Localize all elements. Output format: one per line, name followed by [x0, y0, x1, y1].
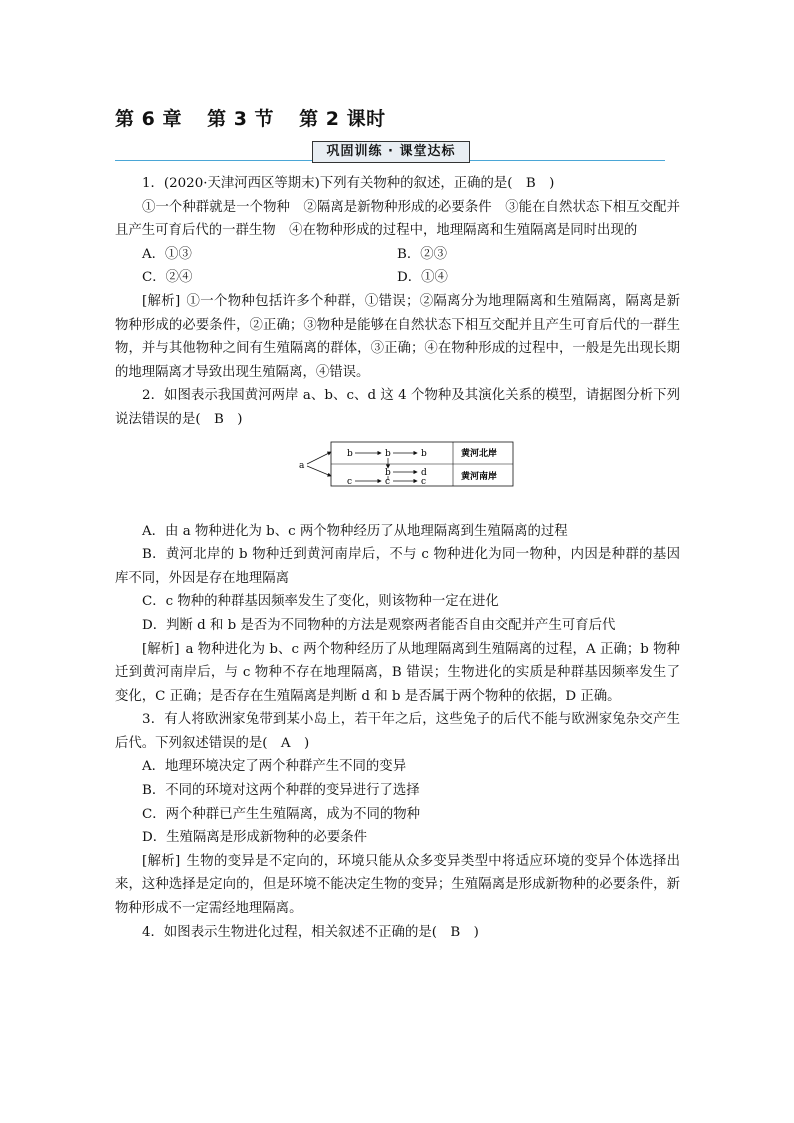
- q2-analysis: [115, 638, 680, 709]
- north-bank-label: 黄河北岸: [461, 448, 498, 459]
- chapter-label: 第 6 章: [115, 108, 182, 130]
- q3-option-b: B．不同的环境对这两个种群的变异进行了选择: [142, 783, 420, 799]
- south-node-3: c: [421, 476, 427, 487]
- q3-option-c: C．两个种群已产生生殖隔离，成为不同的物种: [142, 806, 421, 822]
- node-a: a: [299, 460, 305, 471]
- q3-analysis-tag: [解析]: [142, 853, 181, 869]
- south-node-d: d: [421, 467, 427, 478]
- q1-statement: ①一个种群就是一个物种 ②隔离是新物种形成的必要条件 ③能在自然状态下相互交配并且产生可育后代的一群生物 ④在物种形成的过程中，地理隔离和生殖隔离是同时出现的: [115, 199, 680, 239]
- q3-analysis: [115, 850, 680, 921]
- section-banner: 巩固训练 · 课堂达标: [312, 141, 470, 163]
- q2-option-d: D．判断 d 和 b 是否为不同物种的方法是观察两者能否自由交配并产生可育后代: [142, 617, 616, 633]
- q1-analysis-text: ①一个物种包括许多个种群，①错误；②隔离分为地理隔离和生殖隔离，隔离是新物种形成的必要条件，②正确；③物种是能够在自然状态下相互交配并且产生可育后代的一群生物，并与其他物种之间有生殖隔离的群体，③正确；④在物种形成的过程中，一般是先出现长期的地理隔离才导致出现生殖隔离，④错误。: [115, 293, 681, 380]
- q3-analysis-text: 生物的变异是不定向的，环境只能从众多变异类型中将适应环境的变异个体选择出来，这种选择是定向的，但是环境不能决定生物的变异；生殖隔离是形成新物种的必要条件，新物种形成不一定需经地理隔离。: [115, 853, 681, 917]
- q2-analysis-tag: [解析]: [142, 641, 180, 657]
- q1-option-b: B．②③: [397, 246, 448, 262]
- q2-figure: [115, 438, 680, 516]
- q1-options-row1: [115, 243, 680, 267]
- q1-analysis: [115, 290, 680, 384]
- q3-stem: 3．有人将欧洲家兔带到某小岛上，若干年之后，这些兔子的后代不能与欧洲家兔杂交产生后代。下列叙述错误的是( A ): [115, 712, 680, 751]
- south-node-2: c: [385, 476, 391, 487]
- content: [115, 172, 680, 944]
- speciation-diagram: [295, 438, 515, 512]
- q2-option-c: C．c 物种的种群基因频率发生了变化，则该物种一定在进化: [142, 594, 499, 610]
- q1-option-d: D．①④: [397, 270, 448, 286]
- q1-analysis-tag: [解析]: [142, 293, 181, 309]
- q3-option-a: A．地理环境决定了两个种群产生不同的变异: [142, 759, 407, 775]
- q3-option-d: D．生殖隔离是形成新物种的必要条件: [142, 830, 367, 846]
- q2-option-b: B．黄河北岸的 b 物种迁到黄河南岸后，不与 c 物种进化为同一物种，内因是种群的基因库不同，外因是存在地理隔离: [115, 547, 680, 586]
- q1-option-c: C．②④: [142, 270, 193, 286]
- north-node-1: b: [347, 448, 353, 459]
- north-node-2: b: [385, 448, 391, 459]
- q1-stem: 1．(2020·天津河西区等期末)下列有关物种的叙述，正确的是( B ): [142, 176, 555, 191]
- q2-analysis-text: a 物种进化为 b、c 两个物种经历了从地理隔离到生殖隔离的过程，A 正确；b 物种迁到黄河南岸后，与 c 物种不存在地理隔离，B 错误；生物进化的实质是种群基因频率发生了变化，C 正确；是否存在生殖隔离是判断 d 和 b 是否属于两个物种的依据，D 正确。: [115, 641, 680, 704]
- south-node-1: c: [347, 476, 353, 487]
- q2-stem: 2．如图表示我国黄河两岸 a、b、c、d 这 4 个物种及其演化关系的模型，请据图分析下列说法错误的是( B ): [115, 388, 680, 427]
- lesson-label: 第 2 课时: [299, 108, 386, 130]
- q1-options-row2: [115, 266, 680, 290]
- page-title: [115, 104, 404, 131]
- q4-stem: 4．如图表示生物进化过程，相关叙述不正确的是( B ): [142, 924, 479, 940]
- q1-option-a: A．①③: [142, 246, 192, 262]
- migrated-node-b: b: [385, 467, 391, 478]
- section-label: 第 3 节: [207, 108, 275, 130]
- north-node-3: b: [421, 448, 427, 459]
- south-bank-label: 黄河南岸: [461, 471, 498, 482]
- q2-option-a: A．由 a 物种进化为 b、c 两个物种经历了从地理隔离到生殖隔离的过程: [142, 523, 568, 539]
